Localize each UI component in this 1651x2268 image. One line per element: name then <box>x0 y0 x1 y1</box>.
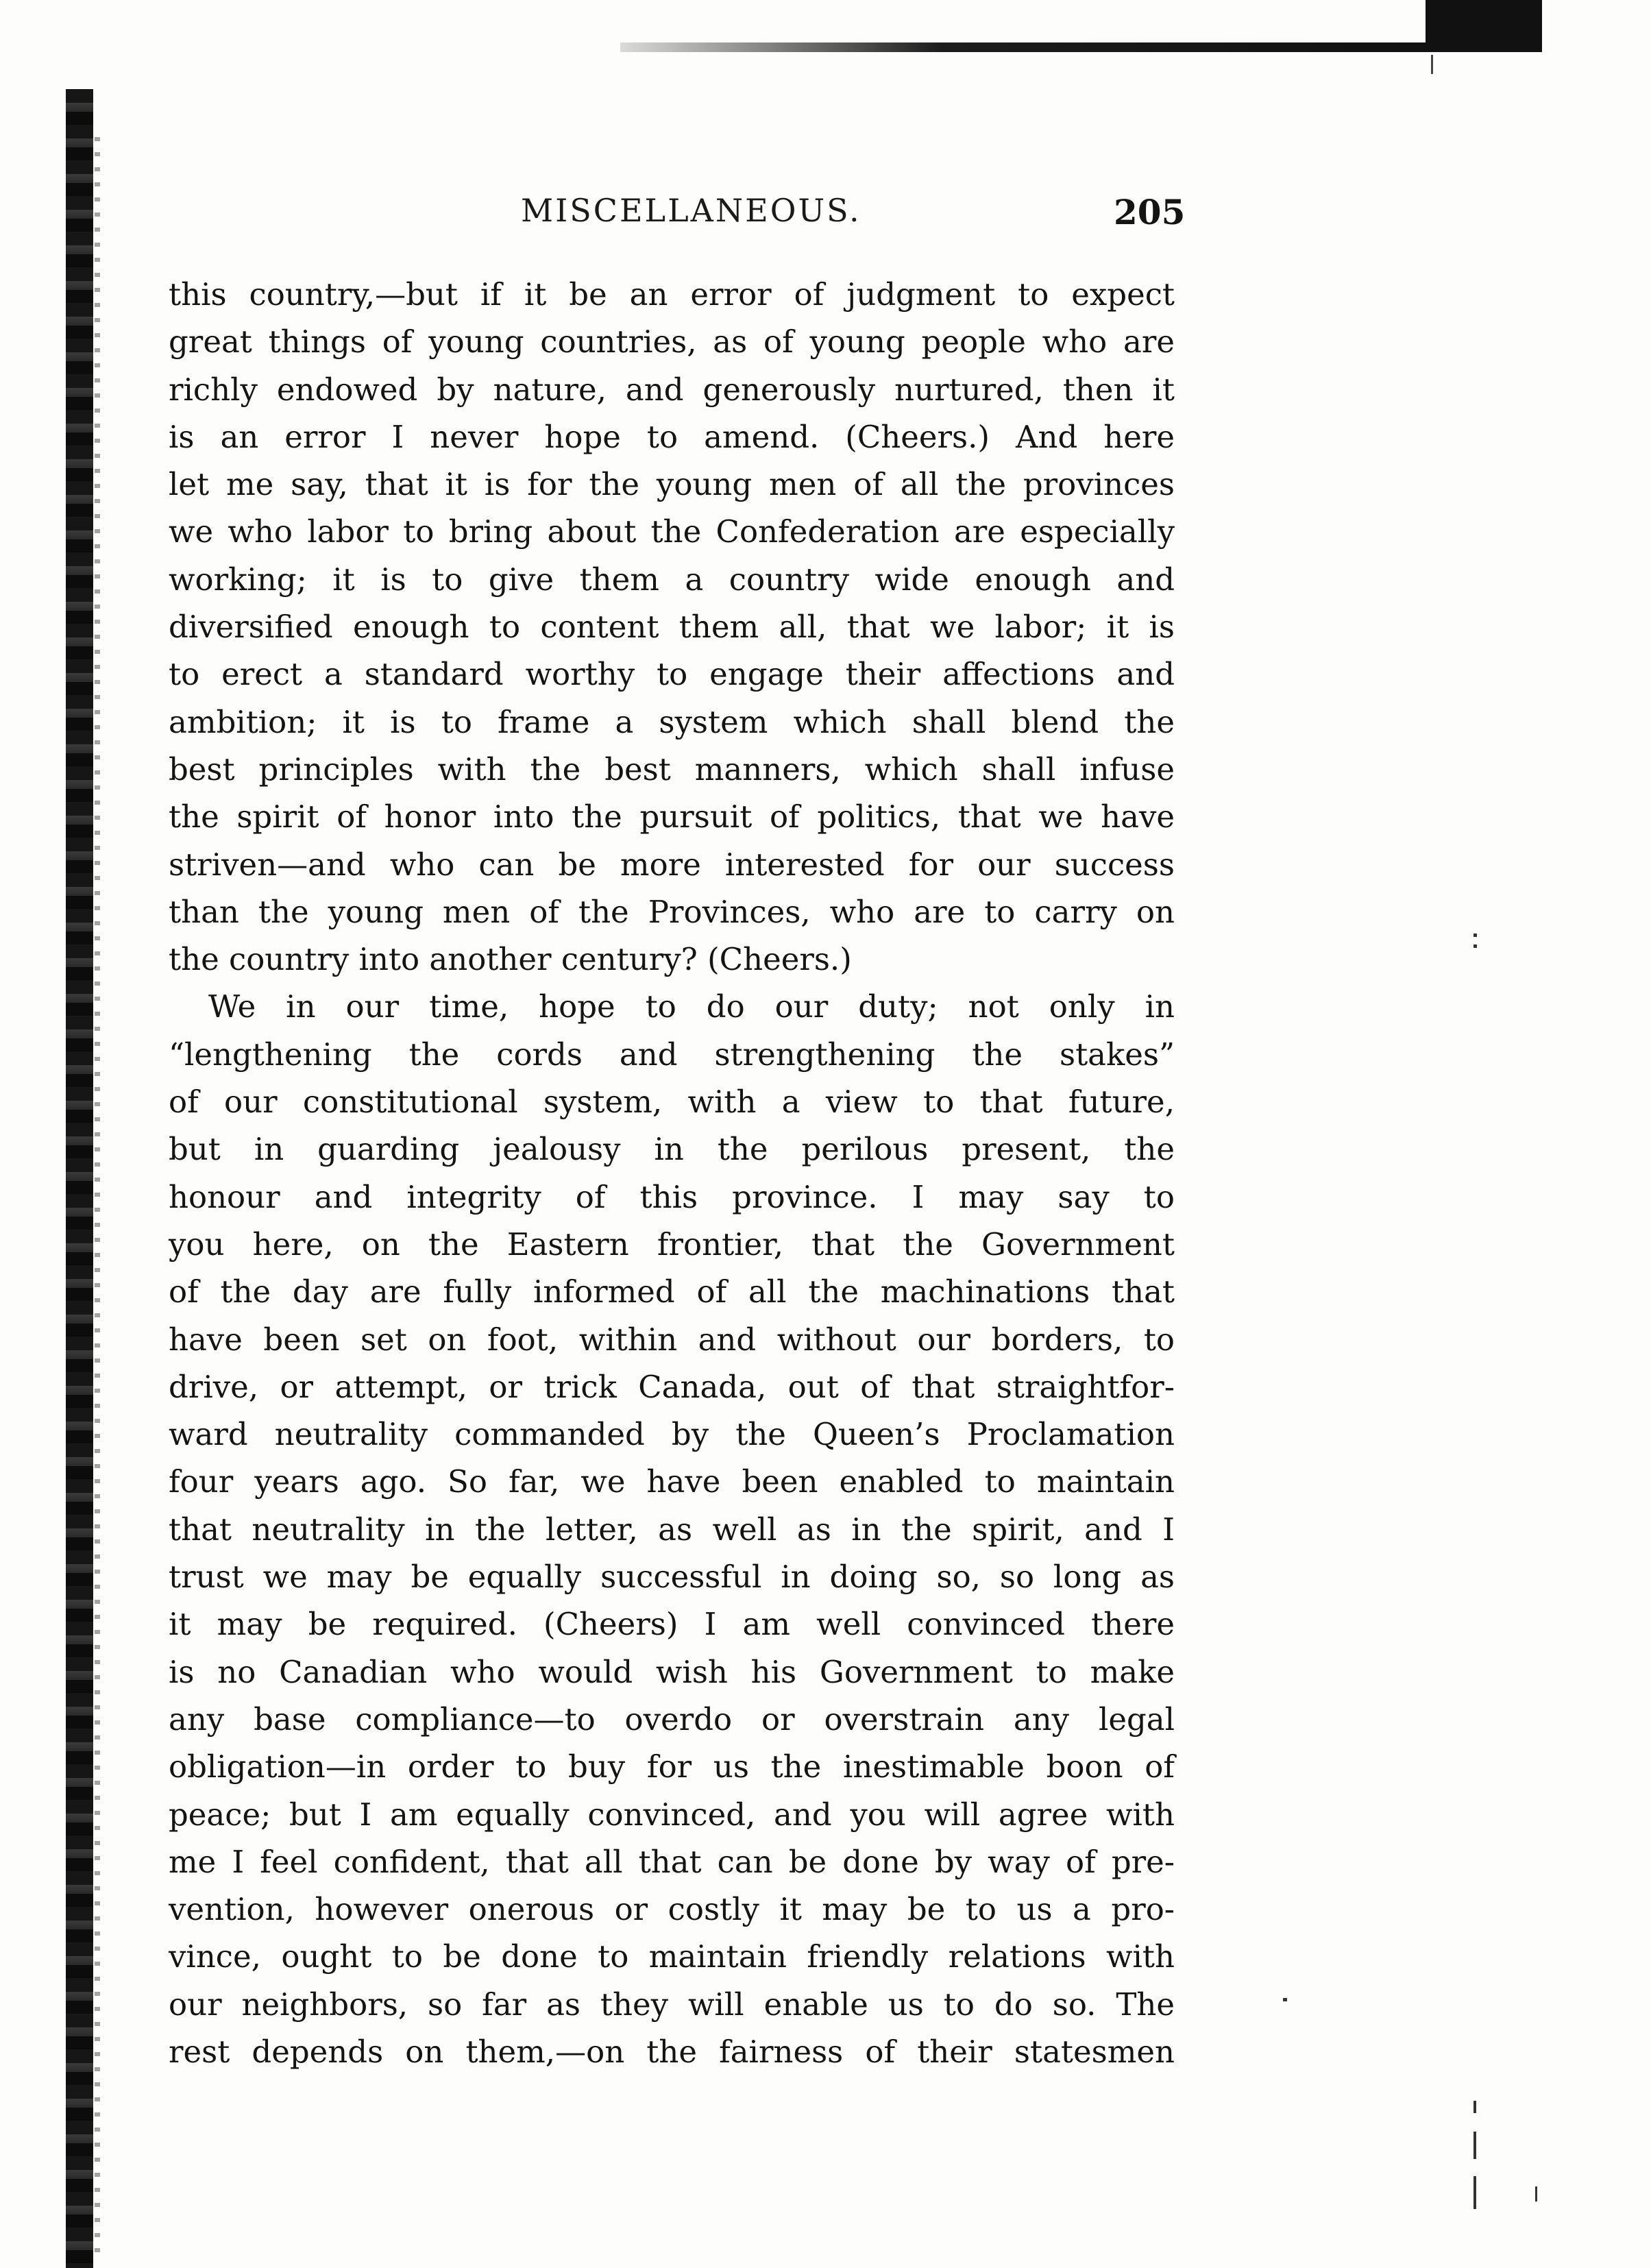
paragraph-2 <box>169 983 1175 2075</box>
text-line: drive, or attempt, or trick Canada, out of that straightfor- <box>169 1368 1175 1405</box>
top-rule-block <box>1426 0 1542 52</box>
text-line: of the day are fully informed of all the machinations that <box>169 1273 1175 1310</box>
text-line: peace; but I am equally convinced, and you will agree with <box>169 1796 1175 1833</box>
text-line: let me say, that it is for the young men of all the provinces <box>169 466 1175 503</box>
text-line: is an error I never hope to amend. (Cheers.) And here <box>169 418 1175 455</box>
text-line: “lengthening the cords and strengthening the stakes” <box>169 1036 1175 1073</box>
scanned-binding-edge <box>66 89 93 2268</box>
margin-speck <box>1283 1998 1287 2001</box>
text-line: vention, however onerous or costly it may be to us a pro- <box>169 1891 1175 1928</box>
text-line: to erect a standard worthy to engage their affections and <box>169 656 1175 693</box>
text-line: rest depends on them,—on the fairness of their statesmen <box>169 2033 1175 2070</box>
text-line: richly endowed by nature, and generously nurtured, then it <box>169 371 1175 408</box>
text-line: we who labor to bring about the Confederation are especially <box>169 513 1175 550</box>
text-line: me I feel confident, that all that can be done by way of pre- <box>169 1843 1175 1880</box>
text-line: ambition; it is to frame a system which shall blend the <box>169 703 1175 740</box>
margin-speck <box>1535 2186 1537 2202</box>
text-line: working; it is to give them a country wide enough and <box>169 561 1175 598</box>
text-line: best principles with the best manners, which shall infuse <box>169 751 1175 788</box>
paragraph-1 <box>169 271 1175 983</box>
margin-speck <box>1473 2132 1476 2159</box>
text-line: any base compliance—to overdo or overstrain any legal <box>169 1700 1175 1737</box>
margin-speck <box>1473 2176 1476 2209</box>
running-head <box>164 192 1193 247</box>
margin-speck <box>1473 2101 1476 2113</box>
text-line: great things of young countries, as of young people who are <box>169 324 1175 361</box>
text-line: the spirit of honor into the pursuit of politics, that we have <box>169 798 1175 836</box>
text-line: that neutrality in the letter, as well as in the spirit, and I <box>169 1511 1175 1548</box>
top-rule-line <box>620 42 1539 52</box>
text-line: but in guarding jealousy in the perilous present, the <box>169 1131 1175 1168</box>
text-line: vince, ought to be done to maintain friendly relations with <box>169 1938 1175 1975</box>
text-line: it may be required. (Cheers) I am well convinced there <box>169 1606 1175 1643</box>
text-line: obligation—in order to buy for us the inestimable boon of <box>169 1748 1175 1785</box>
text-line: is no Canadian who would wish his Government to make <box>169 1653 1175 1690</box>
text-line: than the young men of the Provinces, who are to carry on <box>169 893 1175 930</box>
text-line: four years ago. So far, we have been enabled to maintain <box>169 1463 1175 1500</box>
text-line: honour and integrity of this province. I may say to <box>169 1178 1175 1215</box>
text-line: We in our time, hope to do our duty; not only in <box>208 988 1175 1025</box>
top-rule-tick <box>1431 55 1433 74</box>
text-line: diversified enough to content them all, that we labor; it is <box>169 609 1175 646</box>
text-line: this country,—but if it be an error of judgment to expect <box>169 276 1175 313</box>
text-line: you here, on the Eastern frontier, that the Government <box>169 1226 1175 1263</box>
text-line: the country into another century? (Cheers.) <box>169 941 852 978</box>
text-line: trust we may be equally successful in doing so, so long as <box>169 1559 1175 1596</box>
text-line: have been set on foot, within and without our borders, to <box>169 1321 1175 1358</box>
margin-speck <box>1473 934 1477 937</box>
text-line: of our constitutional system, with a view to that future, <box>169 1084 1175 1121</box>
text-line: striven—and who can be more interested for our success <box>169 846 1175 883</box>
running-title: MISCELLANEOUS. <box>521 192 861 229</box>
margin-speck <box>1473 944 1477 948</box>
body-text <box>169 271 1175 2075</box>
text-line: ward neutrality commanded by the Queen’s Proclamation <box>169 1416 1175 1453</box>
binding-shadow <box>95 137 100 2262</box>
page-number: 205 <box>1114 192 1186 232</box>
text-line: our neighbors, so far as they will enable us to do so. The <box>169 1986 1175 2023</box>
